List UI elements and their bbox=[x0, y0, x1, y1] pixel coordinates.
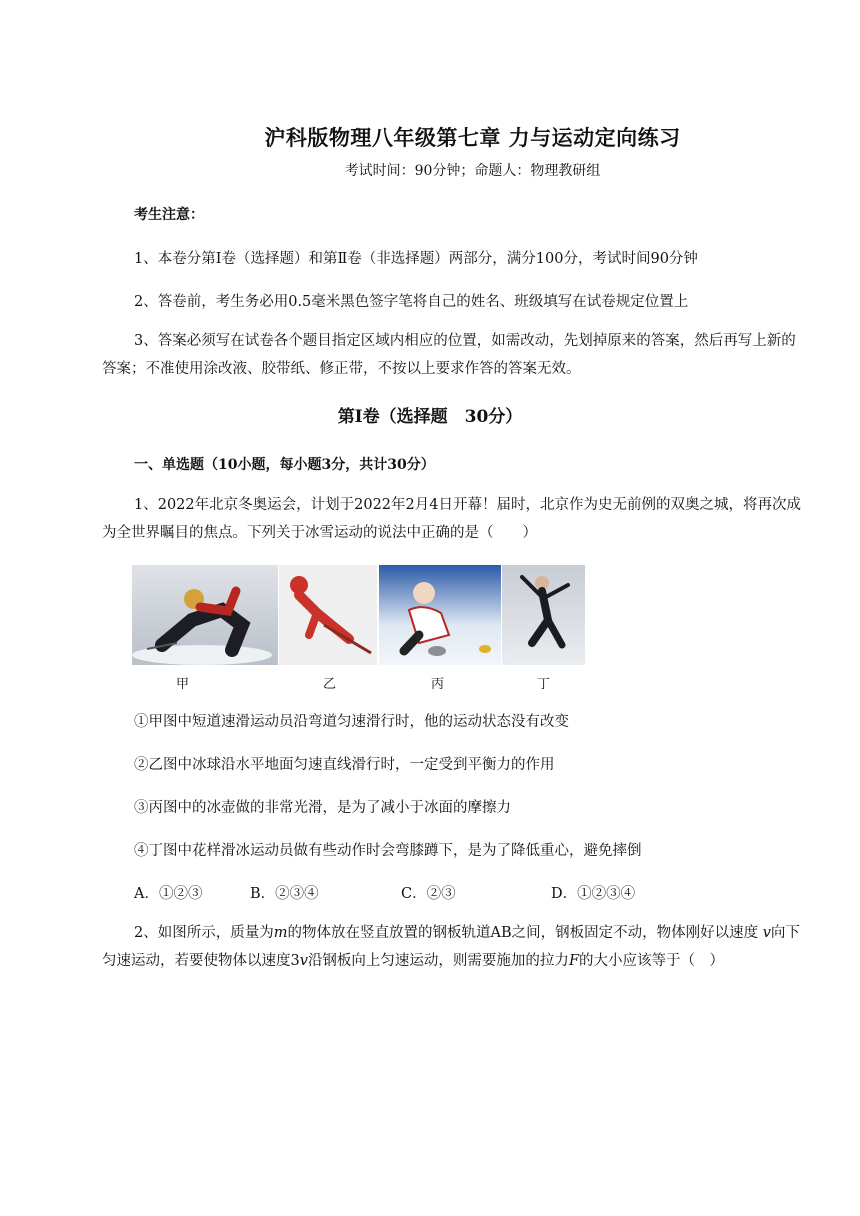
notice-item-2: 2、答卷前，考生务必用0.5毫米黑色签字笔将自己的姓名、班级填写在试卷规定位置上 bbox=[134, 294, 689, 310]
caption-bing: 丙 bbox=[431, 677, 445, 692]
ice-hockey-image bbox=[279, 565, 377, 665]
curling-image bbox=[379, 565, 501, 665]
figure-skater-image bbox=[502, 565, 585, 665]
speed-skater-image bbox=[132, 565, 278, 665]
statement-1: ①甲图中短道速滑运动员沿弯道匀速滑行时，他的运动状态没有改变 bbox=[134, 714, 569, 730]
option-a: A．①②③ bbox=[134, 886, 203, 902]
option-d: D．①②③④ bbox=[551, 886, 636, 902]
question-1-stem: 1、2022年北京冬奥运会，计划于2022年2月4日开幕！届时，北京作为史无前例的双奥之城，将再次成为全世界瞩目的焦点。下列关于冰雪运动的说法中正确的是（ ） bbox=[102, 497, 801, 541]
section-title: 第Ⅰ卷（选择题 30分） bbox=[337, 407, 523, 427]
caption-jia: 甲 bbox=[176, 677, 190, 692]
statement-4: ④丁图中花样滑冰运动员做有些动作时会弯膝蹲下，是为了降低重心，避免摔倒 bbox=[134, 843, 642, 859]
notice-item-1: 1、本卷分第Ⅰ卷（选择题）和第Ⅱ卷（非选择题）两部分，满分100分，考试时间90分钟 bbox=[134, 251, 698, 267]
caption-yi: 乙 bbox=[323, 677, 337, 692]
option-c: C．②③ bbox=[401, 886, 456, 902]
notice-item-3: 3、答案必须写在试卷各个题目指定区域内相应的位置，如需改动，先划掉原来的答案，然后再写上新的答案；不准使用涂改液、胶带纸、修正带，不按以上要求作答的答案无效。 bbox=[102, 333, 796, 377]
exam-info: 考试时间：90分钟；命题人：物理教研组 bbox=[344, 163, 601, 179]
option-b: B．②③④ bbox=[250, 886, 319, 902]
notice-heading: 考生注意： bbox=[134, 207, 204, 223]
statement-2: ②乙图中冰球沿水平地面匀速直线滑行时，一定受到平衡力的作用 bbox=[134, 757, 555, 773]
page-title: 沪科版物理八年级第七章 力与运动定向练习 bbox=[264, 125, 681, 150]
question-2-stem: 2、如图所示，质量为m的物体放在竖直放置的钢板轨道AB之间，钢板固定不动，物体刚好以速度 v向下匀速运动，若要使物体以速度3v沿钢板向上匀速运动，则需要施加的拉力F的大小应该等于（ ） bbox=[102, 925, 800, 969]
statement-3: ③丙图中的冰壶做的非常光滑，是为了减小于冰面的摩擦力 bbox=[134, 800, 511, 816]
caption-ding: 丁 bbox=[537, 677, 551, 692]
part-heading: 一、单选题（10小题，每小题3分，共计30分） bbox=[134, 457, 435, 473]
